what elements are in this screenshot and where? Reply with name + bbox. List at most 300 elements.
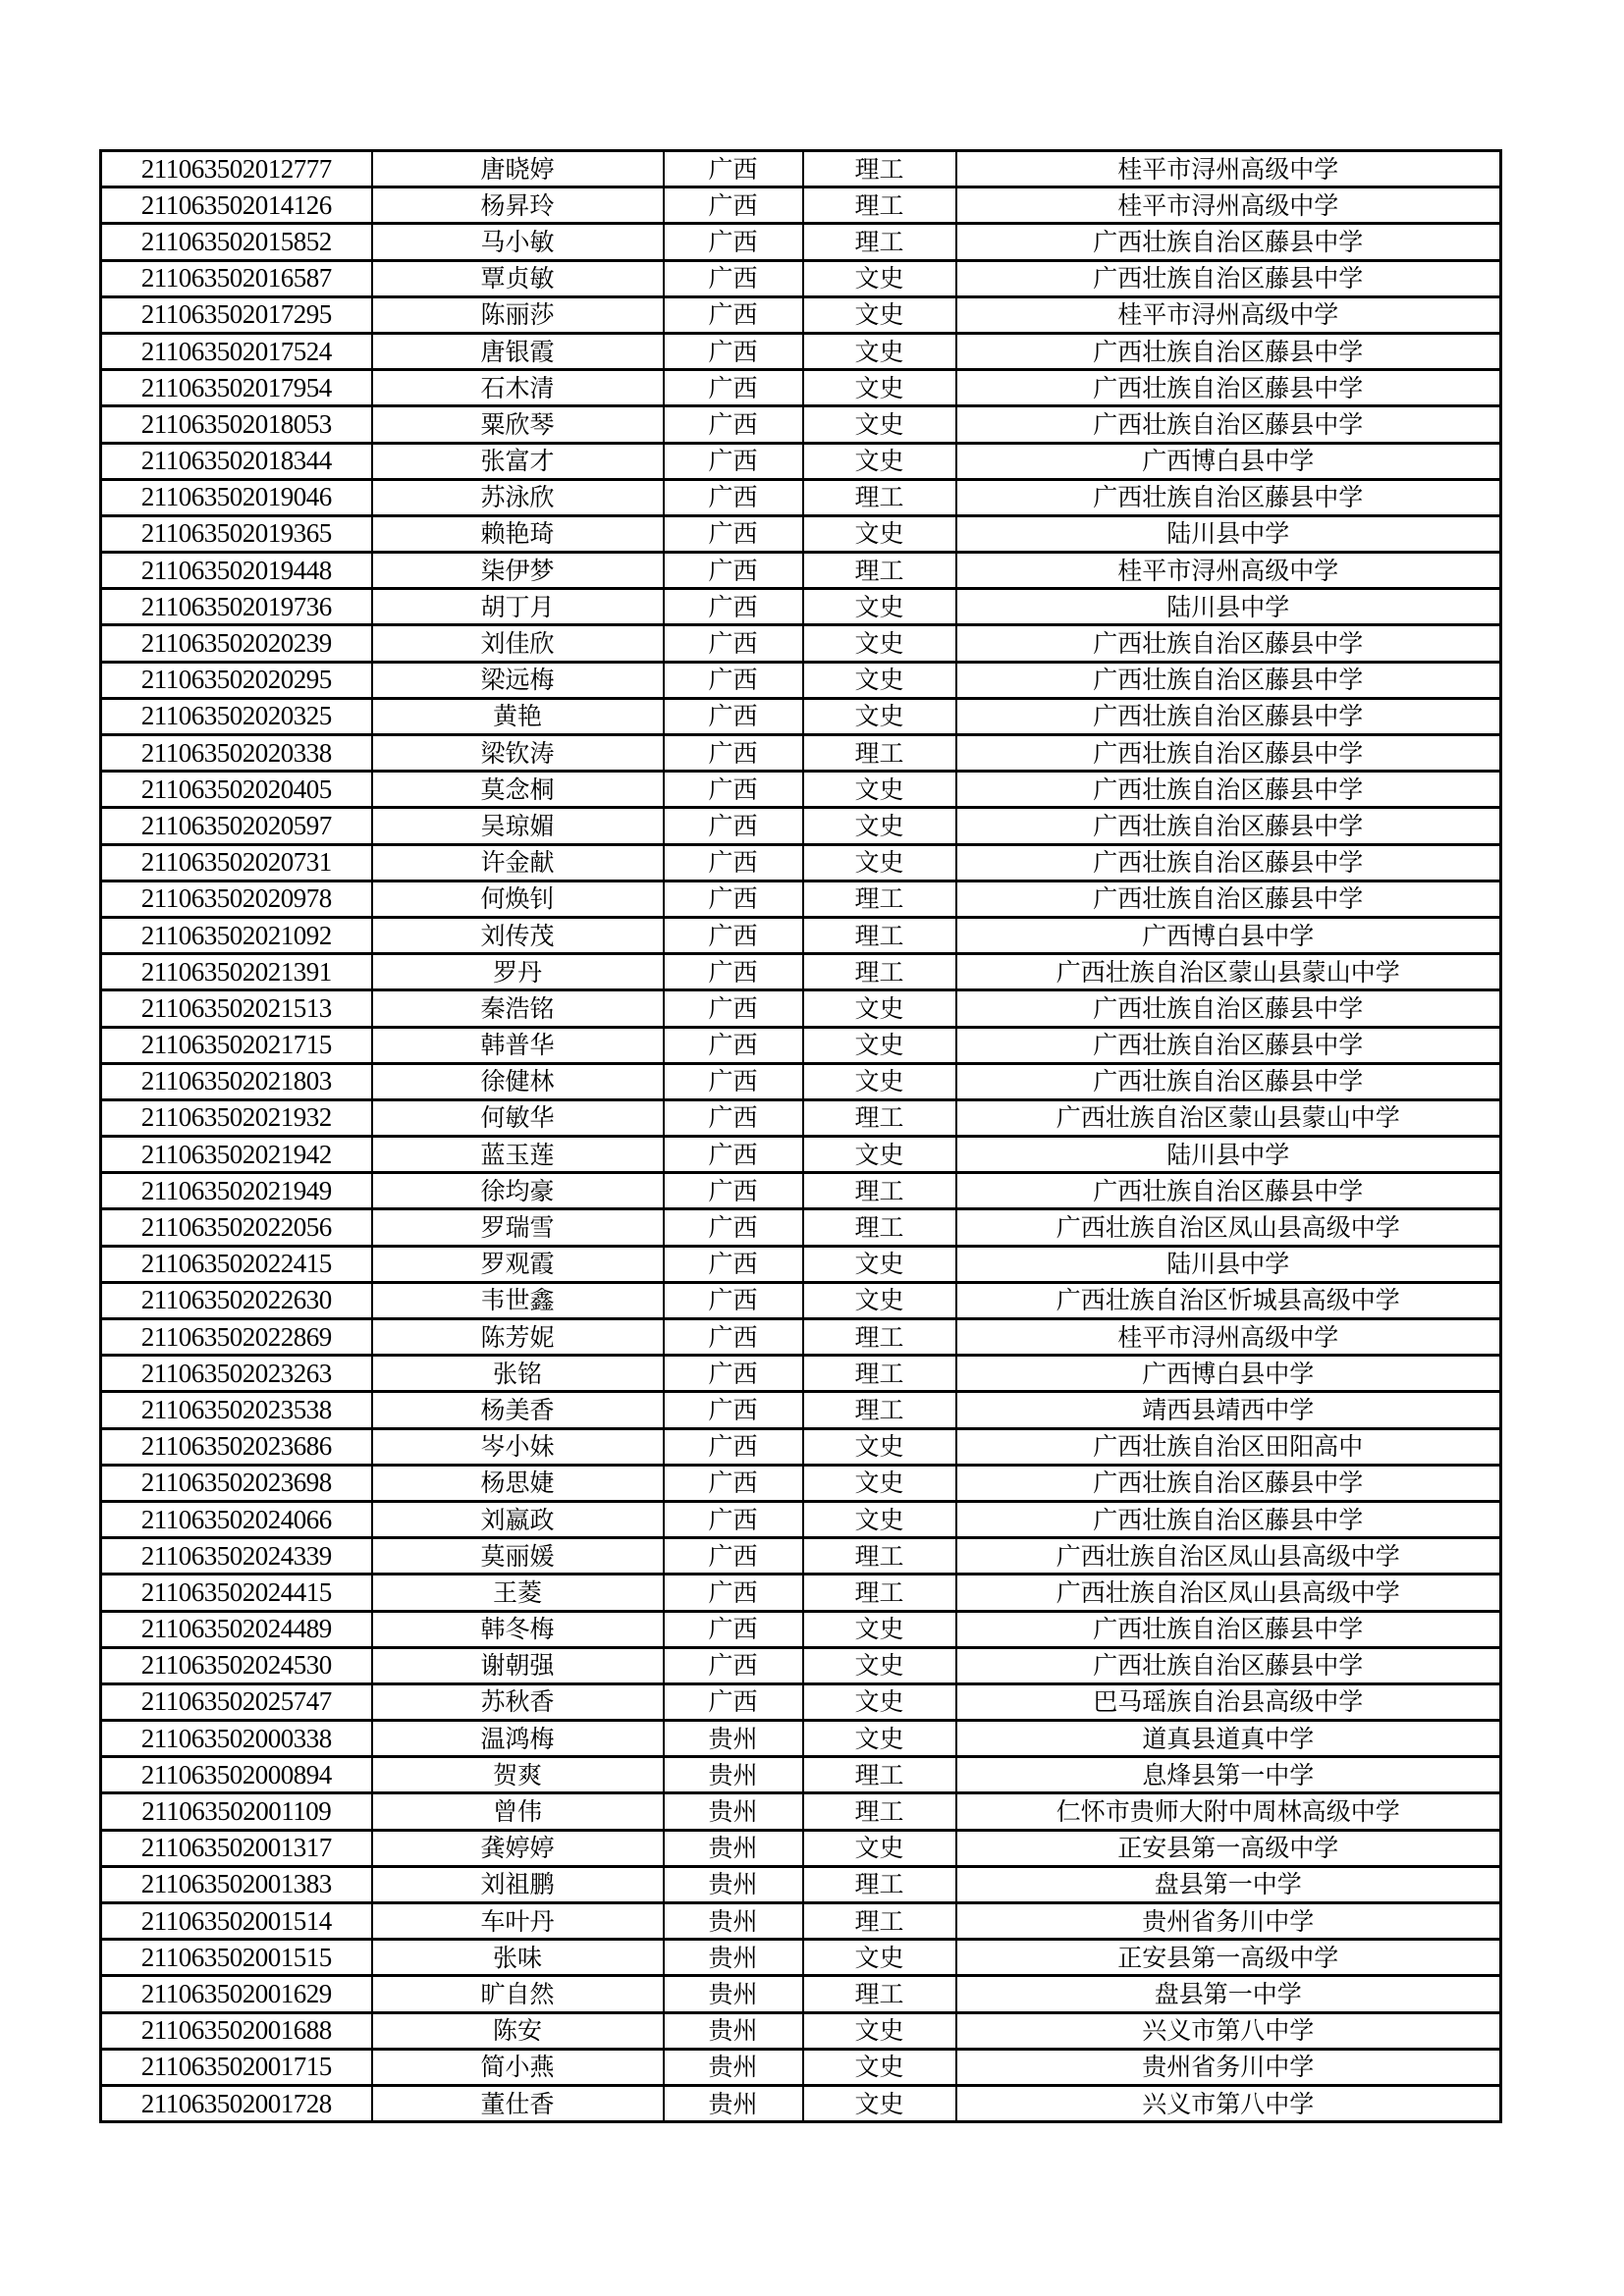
candidate-id-cell: 211063502021803 [101, 1063, 372, 1099]
category-cell: 理工 [803, 1099, 956, 1136]
student-name-cell: 罗丹 [372, 954, 664, 990]
school-cell: 广西壮族自治区蒙山县蒙山中学 [956, 1099, 1501, 1136]
candidate-id-cell: 211063502001514 [101, 1903, 372, 1940]
candidate-id-cell: 211063502022630 [101, 1282, 372, 1318]
student-name-cell: 曾伟 [372, 1793, 664, 1830]
candidate-id-cell: 211063502012777 [101, 151, 372, 187]
province-cell: 广西 [664, 1501, 803, 1537]
table-row [101, 1866, 1501, 1902]
table-row [101, 1428, 1501, 1465]
school-cell: 贵州省务川中学 [956, 2049, 1501, 2085]
school-cell: 广西壮族自治区藤县中学 [956, 224, 1501, 260]
table-row [101, 406, 1501, 443]
school-cell: 桂平市浔州高级中学 [956, 553, 1501, 589]
student-name-cell: 杨思婕 [372, 1465, 664, 1501]
table-row [101, 151, 1501, 187]
table-row [101, 1830, 1501, 1866]
province-cell: 贵州 [664, 2049, 803, 2085]
province-cell: 广西 [664, 406, 803, 443]
category-cell: 理工 [803, 1392, 956, 1428]
school-cell: 广西壮族自治区藤县中学 [956, 406, 1501, 443]
province-cell: 广西 [664, 735, 803, 772]
candidate-id-cell: 211063502020295 [101, 662, 372, 698]
school-cell: 靖西县靖西中学 [956, 1392, 1501, 1428]
student-name-cell: 陈丽莎 [372, 296, 664, 333]
table-row [101, 443, 1501, 479]
province-cell: 贵州 [664, 1940, 803, 1976]
table-row [101, 2012, 1501, 2049]
school-cell: 正安县第一高级中学 [956, 1830, 1501, 1866]
candidate-id-cell: 211063502023698 [101, 1465, 372, 1501]
school-cell: 正安县第一高级中学 [956, 1940, 1501, 1976]
student-name-cell: 唐晓婷 [372, 151, 664, 187]
student-name-cell: 马小敏 [372, 224, 664, 260]
table-row [101, 1538, 1501, 1575]
category-cell: 理工 [803, 479, 956, 515]
candidate-id-cell: 211063502017524 [101, 333, 372, 369]
roster-body [101, 151, 1501, 2122]
category-cell: 文史 [803, 1830, 956, 1866]
student-name-cell: 韩冬梅 [372, 1611, 664, 1647]
category-cell: 文史 [803, 2085, 956, 2121]
candidate-id-cell: 211063502001728 [101, 2085, 372, 2121]
province-cell: 广西 [664, 1027, 803, 1063]
student-name-cell: 车叶丹 [372, 1903, 664, 1940]
table-row [101, 1721, 1501, 1757]
province-cell: 广西 [664, 625, 803, 662]
table-row [101, 881, 1501, 917]
candidate-id-cell: 211063502021942 [101, 1137, 372, 1173]
table-row [101, 296, 1501, 333]
student-name-cell: 秦浩铭 [372, 990, 664, 1027]
school-cell: 广西壮族自治区藤县中学 [956, 479, 1501, 515]
school-cell: 广西壮族自治区藤县中学 [956, 1173, 1501, 1209]
province-cell: 广西 [664, 553, 803, 589]
province-cell: 广西 [664, 1683, 803, 1720]
category-cell: 文史 [803, 662, 956, 698]
province-cell: 广西 [664, 1647, 803, 1683]
student-name-cell: 覃贞敏 [372, 260, 664, 296]
province-cell: 广西 [664, 1246, 803, 1282]
candidate-id-cell: 211063502020731 [101, 844, 372, 881]
category-cell: 文史 [803, 1721, 956, 1757]
category-cell: 文史 [803, 2012, 956, 2049]
category-cell: 理工 [803, 954, 956, 990]
candidate-id-cell: 211063502023263 [101, 1356, 372, 1392]
table-row [101, 1027, 1501, 1063]
school-cell: 桂平市浔州高级中学 [956, 296, 1501, 333]
province-cell: 广西 [664, 224, 803, 260]
student-name-cell: 何敏华 [372, 1099, 664, 1136]
candidate-id-cell: 211063502001515 [101, 1940, 372, 1976]
candidate-id-cell: 211063502023686 [101, 1428, 372, 1465]
category-cell: 理工 [803, 1757, 956, 1793]
candidate-id-cell: 211063502001383 [101, 1866, 372, 1902]
school-cell: 广西壮族自治区藤县中学 [956, 735, 1501, 772]
table-row [101, 772, 1501, 808]
category-cell: 理工 [803, 1903, 956, 1940]
student-name-cell: 苏泳欣 [372, 479, 664, 515]
table-row [101, 1356, 1501, 1392]
province-cell: 广西 [664, 187, 803, 224]
school-cell: 广西壮族自治区藤县中学 [956, 844, 1501, 881]
student-name-cell: 杨昇玲 [372, 187, 664, 224]
category-cell: 文史 [803, 1465, 956, 1501]
candidate-id-cell: 211063502020597 [101, 808, 372, 844]
candidate-id-cell: 211063502024530 [101, 1647, 372, 1683]
category-cell: 理工 [803, 1173, 956, 1209]
candidate-id-cell: 211063502017954 [101, 370, 372, 406]
table-row [101, 990, 1501, 1027]
school-cell: 陆川县中学 [956, 1137, 1501, 1173]
candidate-id-cell: 211063502022869 [101, 1319, 372, 1356]
candidate-id-cell: 211063502015852 [101, 224, 372, 260]
category-cell: 文史 [803, 589, 956, 625]
category-cell: 理工 [803, 1793, 956, 1830]
school-cell: 广西壮族自治区藤县中学 [956, 333, 1501, 369]
table-row [101, 1392, 1501, 1428]
table-row [101, 260, 1501, 296]
province-cell: 贵州 [664, 1721, 803, 1757]
student-name-cell: 刘佳欣 [372, 625, 664, 662]
province-cell: 广西 [664, 296, 803, 333]
candidate-id-cell: 211063502000894 [101, 1757, 372, 1793]
category-cell: 文史 [803, 990, 956, 1027]
category-cell: 理工 [803, 1538, 956, 1575]
table-row [101, 1063, 1501, 1099]
province-cell: 广西 [664, 1611, 803, 1647]
school-cell: 广西博白县中学 [956, 1356, 1501, 1392]
table-row [101, 1099, 1501, 1136]
category-cell: 文史 [803, 625, 956, 662]
category-cell: 理工 [803, 1209, 956, 1246]
table-row [101, 1137, 1501, 1173]
student-name-cell: 简小燕 [372, 2049, 664, 2085]
student-name-cell: 苏秋香 [372, 1683, 664, 1720]
category-cell: 理工 [803, 151, 956, 187]
table-row [101, 1757, 1501, 1793]
province-cell: 广西 [664, 881, 803, 917]
province-cell: 贵州 [664, 1830, 803, 1866]
category-cell: 文史 [803, 844, 956, 881]
school-cell: 广西壮族自治区藤县中学 [956, 808, 1501, 844]
table-row [101, 1173, 1501, 1209]
table-row [101, 1319, 1501, 1356]
table-row [101, 1246, 1501, 1282]
table-row [101, 625, 1501, 662]
student-name-cell: 蓝玉莲 [372, 1137, 664, 1173]
table-row [101, 1282, 1501, 1318]
student-name-cell: 梁钦涛 [372, 735, 664, 772]
school-cell: 广西壮族自治区藤县中学 [956, 625, 1501, 662]
student-name-cell: 龚婷婷 [372, 1830, 664, 1866]
category-cell: 理工 [803, 881, 956, 917]
school-cell: 广西壮族自治区藤县中学 [956, 990, 1501, 1027]
province-cell: 贵州 [664, 2085, 803, 2121]
student-name-cell: 罗瑞雪 [372, 1209, 664, 1246]
school-cell: 陆川县中学 [956, 589, 1501, 625]
province-cell: 广西 [664, 1063, 803, 1099]
candidate-id-cell: 211063502024415 [101, 1575, 372, 1611]
province-cell: 广西 [664, 662, 803, 698]
table-row [101, 589, 1501, 625]
table-row [101, 1465, 1501, 1501]
category-cell: 文史 [803, 1611, 956, 1647]
category-cell: 文史 [803, 333, 956, 369]
province-cell: 贵州 [664, 1866, 803, 1902]
candidate-id-cell: 211063502001109 [101, 1793, 372, 1830]
school-cell: 桂平市浔州高级中学 [956, 151, 1501, 187]
table-row [101, 698, 1501, 734]
school-cell: 广西壮族自治区藤县中学 [956, 772, 1501, 808]
table-row [101, 1611, 1501, 1647]
candidate-id-cell: 211063502024066 [101, 1501, 372, 1537]
candidate-id-cell: 211063502021092 [101, 917, 372, 953]
candidate-id-cell: 211063502001715 [101, 2049, 372, 2085]
category-cell: 文史 [803, 1428, 956, 1465]
student-name-cell: 韦世鑫 [372, 1282, 664, 1318]
candidate-id-cell: 211063502020405 [101, 772, 372, 808]
student-name-cell: 董仕香 [372, 2085, 664, 2121]
student-name-cell: 陈安 [372, 2012, 664, 2049]
province-cell: 广西 [664, 1465, 803, 1501]
province-cell: 广西 [664, 370, 803, 406]
school-cell: 广西壮族自治区藤县中学 [956, 1611, 1501, 1647]
school-cell: 兴义市第八中学 [956, 2012, 1501, 2049]
candidate-id-cell: 211063502001688 [101, 2012, 372, 2049]
school-cell: 陆川县中学 [956, 1246, 1501, 1282]
candidate-id-cell: 211063502021949 [101, 1173, 372, 1209]
student-name-cell: 王菱 [372, 1575, 664, 1611]
category-cell: 理工 [803, 1575, 956, 1611]
school-cell: 广西壮族自治区凤山县高级中学 [956, 1209, 1501, 1246]
category-cell: 文史 [803, 808, 956, 844]
category-cell: 理工 [803, 1866, 956, 1902]
category-cell: 理工 [803, 224, 956, 260]
candidate-id-cell: 211063502020978 [101, 881, 372, 917]
table-row [101, 1209, 1501, 1246]
category-cell: 文史 [803, 698, 956, 734]
table-row [101, 187, 1501, 224]
province-cell: 贵州 [664, 1757, 803, 1793]
student-name-cell: 张铭 [372, 1356, 664, 1392]
school-cell: 陆川县中学 [956, 515, 1501, 552]
table-row [101, 2049, 1501, 2085]
candidate-id-cell: 211063502018053 [101, 406, 372, 443]
category-cell: 文史 [803, 1501, 956, 1537]
category-cell: 文史 [803, 1282, 956, 1318]
school-cell: 广西壮族自治区藤县中学 [956, 1501, 1501, 1537]
table-row [101, 2085, 1501, 2121]
school-cell: 广西壮族自治区藤县中学 [956, 370, 1501, 406]
category-cell: 文史 [803, 515, 956, 552]
table-row [101, 1647, 1501, 1683]
student-name-cell: 刘传茂 [372, 917, 664, 953]
table-row [101, 917, 1501, 953]
student-name-cell: 刘嬴政 [372, 1501, 664, 1537]
table-row [101, 1903, 1501, 1940]
student-name-cell: 莫丽媛 [372, 1538, 664, 1575]
province-cell: 广西 [664, 990, 803, 1027]
student-name-cell: 刘祖鹏 [372, 1866, 664, 1902]
school-cell: 广西壮族自治区藤县中学 [956, 881, 1501, 917]
province-cell: 广西 [664, 808, 803, 844]
school-cell: 道真县道真中学 [956, 1721, 1501, 1757]
school-cell: 广西壮族自治区藤县中学 [956, 1027, 1501, 1063]
student-name-cell: 张富才 [372, 443, 664, 479]
category-cell: 理工 [803, 917, 956, 953]
category-cell: 理工 [803, 735, 956, 772]
category-cell: 文史 [803, 1063, 956, 1099]
candidate-id-cell: 211063502019365 [101, 515, 372, 552]
student-name-cell: 韩普华 [372, 1027, 664, 1063]
category-cell: 理工 [803, 187, 956, 224]
school-cell: 盘县第一中学 [956, 1866, 1501, 1902]
category-cell: 文史 [803, 772, 956, 808]
school-cell: 巴马瑶族自治县高级中学 [956, 1683, 1501, 1720]
candidate-id-cell: 211063502025747 [101, 1683, 372, 1720]
candidate-id-cell: 211063502000338 [101, 1721, 372, 1757]
table-row [101, 224, 1501, 260]
candidate-id-cell: 211063502021715 [101, 1027, 372, 1063]
category-cell: 文史 [803, 1027, 956, 1063]
category-cell: 文史 [803, 1940, 956, 1976]
school-cell: 广西壮族自治区田阳高中 [956, 1428, 1501, 1465]
student-name-cell: 温鸿梅 [372, 1721, 664, 1757]
category-cell: 文史 [803, 1647, 956, 1683]
province-cell: 广西 [664, 1099, 803, 1136]
student-name-cell: 何焕钊 [372, 881, 664, 917]
province-cell: 广西 [664, 772, 803, 808]
province-cell: 广西 [664, 515, 803, 552]
student-name-cell: 吴琼媚 [372, 808, 664, 844]
category-cell: 理工 [803, 1356, 956, 1392]
category-cell: 文史 [803, 296, 956, 333]
student-name-cell: 胡丁月 [372, 589, 664, 625]
school-cell: 广西壮族自治区藤县中学 [956, 1647, 1501, 1683]
table-row [101, 515, 1501, 552]
candidate-id-cell: 211063502024489 [101, 1611, 372, 1647]
student-name-cell: 许金献 [372, 844, 664, 881]
student-name-cell: 旷自然 [372, 1976, 664, 2012]
student-name-cell: 莫念桐 [372, 772, 664, 808]
school-cell: 广西壮族自治区凤山县高级中学 [956, 1538, 1501, 1575]
candidate-id-cell: 211063502019046 [101, 479, 372, 515]
category-cell: 理工 [803, 1319, 956, 1356]
table-row [101, 1683, 1501, 1720]
candidate-id-cell: 211063502021932 [101, 1099, 372, 1136]
province-cell: 广西 [664, 954, 803, 990]
school-cell: 广西壮族自治区忻城县高级中学 [956, 1282, 1501, 1318]
candidate-id-cell: 211063502022056 [101, 1209, 372, 1246]
candidate-id-cell: 211063502024339 [101, 1538, 372, 1575]
student-name-cell: 梁远梅 [372, 662, 664, 698]
table-row [101, 844, 1501, 881]
student-roster-table [99, 149, 1502, 2123]
student-name-cell: 赖艳琦 [372, 515, 664, 552]
province-cell: 贵州 [664, 2012, 803, 2049]
category-cell: 文史 [803, 2049, 956, 2085]
student-name-cell: 粟欣琴 [372, 406, 664, 443]
student-name-cell: 徐均豪 [372, 1173, 664, 1209]
candidate-id-cell: 211063502018344 [101, 443, 372, 479]
school-cell: 桂平市浔州高级中学 [956, 1319, 1501, 1356]
student-name-cell: 柒伊梦 [372, 553, 664, 589]
category-cell: 文史 [803, 443, 956, 479]
province-cell: 广西 [664, 844, 803, 881]
student-name-cell: 石木清 [372, 370, 664, 406]
province-cell: 广西 [664, 479, 803, 515]
province-cell: 贵州 [664, 1903, 803, 1940]
school-cell: 广西壮族自治区藤县中学 [956, 1465, 1501, 1501]
table-row [101, 1976, 1501, 2012]
table-row [101, 1501, 1501, 1537]
school-cell: 广西壮族自治区凤山县高级中学 [956, 1575, 1501, 1611]
table-row [101, 662, 1501, 698]
school-cell: 仁怀市贵师大附中周林高级中学 [956, 1793, 1501, 1830]
category-cell: 文史 [803, 260, 956, 296]
student-name-cell: 张味 [372, 1940, 664, 1976]
school-cell: 广西壮族自治区藤县中学 [956, 260, 1501, 296]
category-cell: 文史 [803, 1683, 956, 1720]
category-cell: 理工 [803, 553, 956, 589]
candidate-id-cell: 211063502019736 [101, 589, 372, 625]
student-name-cell: 徐健林 [372, 1063, 664, 1099]
province-cell: 广西 [664, 1319, 803, 1356]
candidate-id-cell: 211063502016587 [101, 260, 372, 296]
school-cell: 广西博白县中学 [956, 443, 1501, 479]
school-cell: 广西壮族自治区藤县中学 [956, 698, 1501, 734]
candidate-id-cell: 211063502001629 [101, 1976, 372, 2012]
candidate-id-cell: 211063502021391 [101, 954, 372, 990]
table-row [101, 1793, 1501, 1830]
school-cell: 广西壮族自治区蒙山县蒙山中学 [956, 954, 1501, 990]
province-cell: 贵州 [664, 1976, 803, 2012]
table-row [101, 954, 1501, 990]
student-name-cell: 黄艳 [372, 698, 664, 734]
candidate-id-cell: 211063502019448 [101, 553, 372, 589]
category-cell: 文史 [803, 370, 956, 406]
table-row [101, 1575, 1501, 1611]
province-cell: 广西 [664, 1356, 803, 1392]
student-name-cell: 罗观霞 [372, 1246, 664, 1282]
table-row [101, 808, 1501, 844]
school-cell: 广西壮族自治区藤县中学 [956, 662, 1501, 698]
school-cell: 息烽县第一中学 [956, 1757, 1501, 1793]
candidate-id-cell: 211063502001317 [101, 1830, 372, 1866]
province-cell: 广西 [664, 333, 803, 369]
category-cell: 文史 [803, 406, 956, 443]
candidate-id-cell: 211063502021513 [101, 990, 372, 1027]
school-cell: 桂平市浔州高级中学 [956, 187, 1501, 224]
candidate-id-cell: 211063502017295 [101, 296, 372, 333]
category-cell: 文史 [803, 1246, 956, 1282]
student-name-cell: 谢朝强 [372, 1647, 664, 1683]
school-cell: 兴义市第八中学 [956, 2085, 1501, 2121]
table-row [101, 1940, 1501, 1976]
candidate-id-cell: 211063502023538 [101, 1392, 372, 1428]
province-cell: 广西 [664, 1428, 803, 1465]
table-row [101, 333, 1501, 369]
province-cell: 广西 [664, 443, 803, 479]
candidate-id-cell: 211063502020338 [101, 735, 372, 772]
category-cell: 理工 [803, 1976, 956, 2012]
province-cell: 贵州 [664, 1793, 803, 1830]
province-cell: 广西 [664, 1538, 803, 1575]
province-cell: 广西 [664, 151, 803, 187]
school-cell: 广西壮族自治区藤县中学 [956, 1063, 1501, 1099]
student-name-cell: 唐银霞 [372, 333, 664, 369]
